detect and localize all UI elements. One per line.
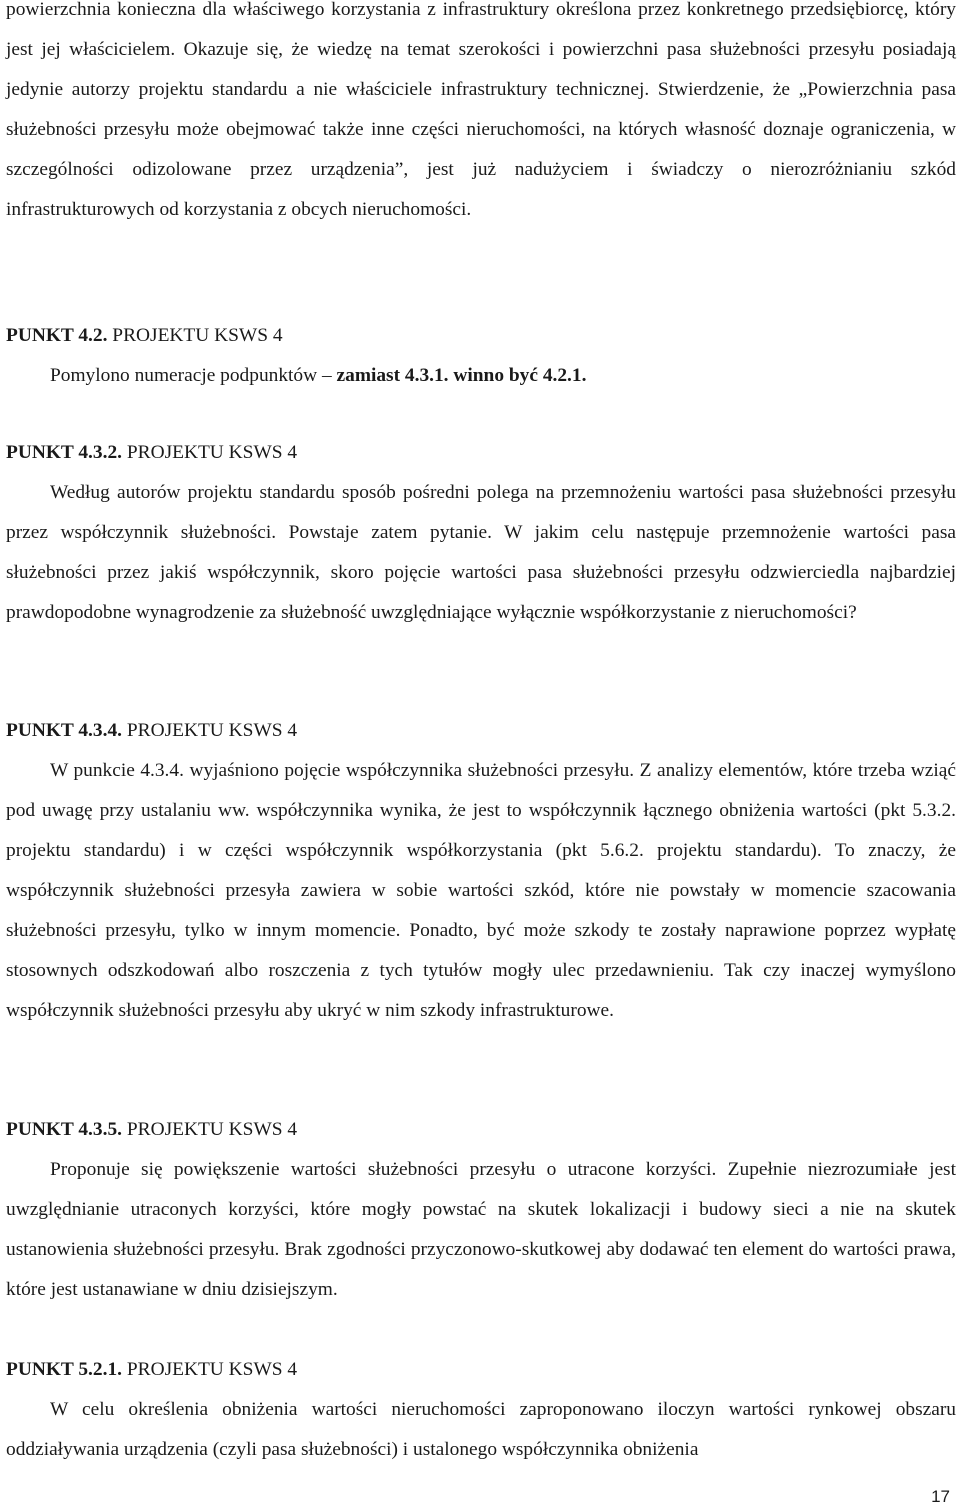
section-heading-rest: PROJEKTU KSWS 4: [122, 442, 298, 463]
section-heading-bold: PUNKT 4.2.: [6, 325, 108, 346]
section-heading: [6, 1110, 956, 1150]
section-heading-bold: PUNKT 5.2.1.: [6, 1359, 122, 1380]
intro-paragraph: powierzchnia konieczna dla właściwego korzystania z infrastruktury określona przez konkretnego przedsiębiorcę, który jest jej właścicielem. Okazuje się, że wiedzę na temat szerokości i powierzchni pasa służebności przesyłu posiadają jedynie autorzy projektu standardu a nie właściciele infrastruktury technicznej. Stwierdzenie, że „Powierzchnia pasa służebności przesyłu może obejmować także inne części nieruchomości, na których własność doznaje ograniczenia, w szczególności odizolowane przez urządzenia”, jest już nadużyciem i świadczy o nierozróżnianiu szkód infrastrukturowych od korzystania z obcych nieruchomości.: [6, 0, 956, 220]
section-heading-rest: PROJEKTU KSWS 4: [122, 1359, 298, 1380]
section-heading-rest: PROJEKTU KSWS 4: [107, 325, 283, 346]
section-text-bold: zamiast 4.3.1. winno być 4.2.1.: [336, 365, 587, 386]
section-4-3-4: [6, 711, 956, 1031]
section-heading-bold: PUNKT 4.3.4.: [6, 720, 122, 741]
section-4-2: [6, 316, 956, 396]
section-heading-bold: PUNKT 4.3.2.: [6, 442, 122, 463]
section-text: [6, 356, 956, 396]
section-4-3-2: [6, 433, 956, 633]
section-heading-rest: PROJEKTU KSWS 4: [122, 1119, 298, 1140]
section-text: W punkcie 4.3.4. wyjaśniono pojęcie współczynnika służebności przesyłu. Z analizy elementów, które trzeba wziąć pod uwagę przy ustalaniu ww. współczynnika wynika, że jest to współczynnik łącznego obniżenia wartości (pkt 5.3.2. projektu standardu) i w części współczynnik współkorzystania (pkt 5.6.2. projektu standardu). To znaczy, że współczynnik służebności przesyła zawiera w sobie wartości szkód, które nie powstały w momencie szacowania służebności przesyłu, tylko w innym momencie. Ponadto, być może szkody te zostały naprawione poprzez wypłatę stosownych odszkodowań albo roszczenia z tych tytułów mogły ulec przedawnieniu. Tak czy inaczej wymyślono współczynnik służebności przesyłu aby ukryć w nim szkody infrastrukturowe.: [6, 760, 956, 1021]
section-4-3-5: [6, 1110, 956, 1310]
section-heading-rest: PROJEKTU KSWS 4: [122, 720, 298, 741]
section-heading: [6, 1350, 956, 1390]
section-text: Proponuje się powiększenie wartości służebności przesyłu o utracone korzyści. Zupełnie niezrozumiałe jest uwzględnianie utraconych korzyści, które mogły powstać na skutek lokalizacji i budowy sieci a nie na skutek ustanowienia służebności przesyłu. Brak zgodności przyczonowo-skutkowej aby dodawać ten element do wartości prawa, które jest ustanawiane w dniu dzisiejszym.: [6, 1159, 956, 1300]
section-text-plain: Pomylono numeracje podpunktów –: [50, 365, 337, 386]
section-5-2-1: [6, 1350, 956, 1470]
section-heading: [6, 433, 956, 473]
section-heading: [6, 316, 956, 356]
section-heading-bold: PUNKT 4.3.5.: [6, 1119, 122, 1140]
section-text: W celu określenia obniżenia wartości nieruchomości zaproponowano iloczyn wartości rynkowej obszaru oddziaływania urządzenia (czyli pasa służebności) i ustalonego współczynnika obniżenia: [6, 1399, 956, 1460]
section-text: Według autorów projektu standardu sposób pośredni polega na przemnożeniu wartości pasa służebności przesyłu przez współczynnik służebności. Powstaje zatem pytanie. W jakim celu następuje przemnożenie wartości pasa służebności przez jakiś współczynnik, skoro pojęcie wartości pasa służebności przesyłu odzwierciedla najbardziej prawdopodobne wynagrodzenie za służebność uwzględniające wyłącznie współkorzystanie z nieruchomości?: [6, 482, 956, 623]
section-heading: [6, 711, 956, 751]
page-number: 17: [931, 1487, 950, 1506]
